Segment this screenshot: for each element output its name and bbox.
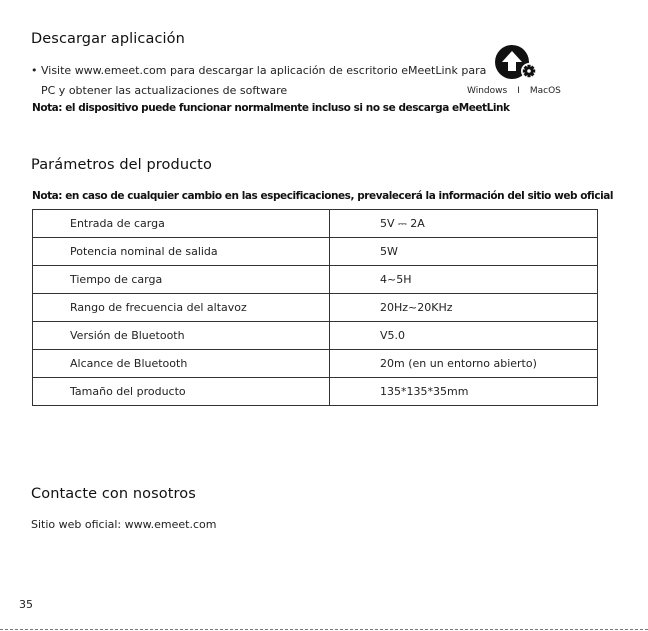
table-row bbox=[33, 266, 598, 294]
spec-value: 5V ⎓ 2A bbox=[330, 210, 598, 238]
upload-gear-icon bbox=[494, 44, 538, 82]
download-title: Descargar aplicación bbox=[31, 31, 185, 47]
download-instruction-line2: PC y obtener las actualizaciones de software bbox=[41, 84, 288, 97]
contact-title: Contacte con nosotros bbox=[31, 486, 196, 502]
params-title: Parámetros del producto bbox=[31, 157, 212, 173]
table-row bbox=[33, 350, 598, 378]
spec-value: 20m (en un entorno abierto) bbox=[330, 350, 598, 378]
platform-macos: MacOS bbox=[529, 86, 561, 96]
spec-label: Potencia nominal de salida bbox=[33, 238, 330, 266]
platform-separator: I bbox=[517, 86, 520, 96]
spec-value: 20Hz~20KHz bbox=[330, 294, 598, 322]
spec-label: Alcance de Bluetooth bbox=[33, 350, 330, 378]
contact-website: Sitio web oficial: www.emeet.com bbox=[31, 518, 217, 531]
spec-value: 135*135*35mm bbox=[330, 378, 598, 406]
spec-label: Versión de Bluetooth bbox=[33, 322, 330, 350]
table-row bbox=[33, 238, 598, 266]
table-row bbox=[33, 210, 598, 238]
spec-label: Rango de frecuencia del altavoz bbox=[33, 294, 330, 322]
spec-label: Tiempo de carga bbox=[33, 266, 330, 294]
download-instruction-line1: • Visite www.emeet.com para descargar la aplicación de escritorio eMeetLink para bbox=[31, 64, 487, 77]
table-row bbox=[33, 322, 598, 350]
spec-label: Tamaño del producto bbox=[33, 378, 330, 406]
spec-value: 5W bbox=[330, 238, 598, 266]
table-row bbox=[33, 378, 598, 406]
spec-value: 4~5H bbox=[330, 266, 598, 294]
page-bottom-rule bbox=[0, 629, 648, 630]
platform-labels bbox=[467, 86, 561, 96]
spec-label: Entrada de carga bbox=[33, 210, 330, 238]
spec-note: Nota: en caso de cualquier cambio en las especificaciones, prevalecerá la información del sitio web oficial bbox=[32, 190, 614, 202]
page-number: 35 bbox=[19, 598, 33, 611]
table-row bbox=[33, 294, 598, 322]
spec-table bbox=[32, 209, 598, 406]
platform-windows: Windows bbox=[467, 86, 508, 96]
download-note: Nota: el dispositivo puede funcionar normalmente incluso si no se descarga eMeetLink bbox=[32, 102, 510, 114]
spec-value: V5.0 bbox=[330, 322, 598, 350]
